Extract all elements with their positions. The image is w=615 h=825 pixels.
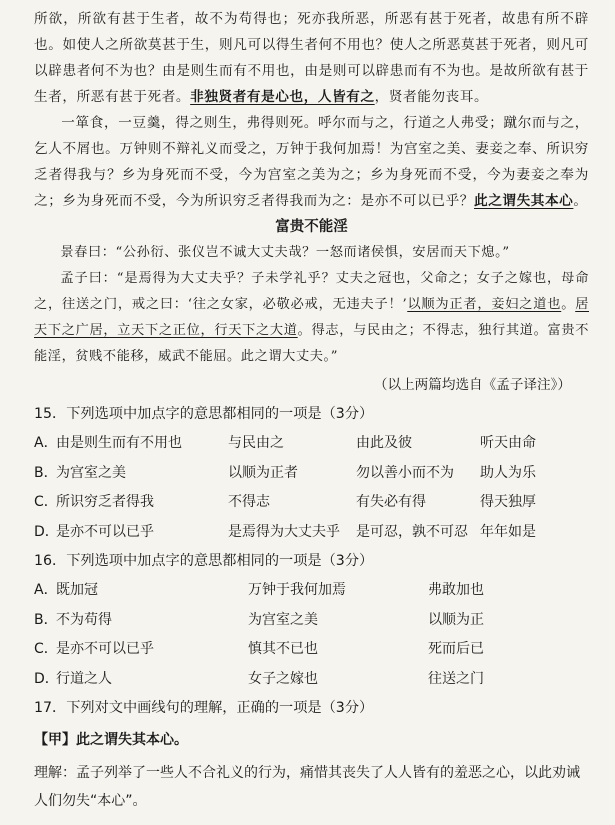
- option-item: 有失必有得: [356, 494, 426, 510]
- option-label: B．: [34, 464, 58, 481]
- option-label: D．: [34, 670, 59, 687]
- option-item: 是焉得为大丈夫乎: [228, 523, 340, 540]
- option-item: 与民由之: [228, 435, 284, 451]
- option-item: 以顺为正: [428, 611, 484, 628]
- passage2-paragraph1: 景春曰：“公孙衍、张仪岂不诚大丈夫哉？一怒而诸侯惧，安居而天下熄。”: [60, 245, 510, 260]
- option-item: 得天独厚: [480, 494, 536, 510]
- option-item: 行道之人: [56, 670, 112, 687]
- question-17-explanation: 理解：孟子列举了一些人不合礼义的行为，痛惜其丧失了人人皆有的羞恶之心，以此劝诫人们勿失“本心”。: [34, 765, 580, 809]
- option-item: 为宫室之美: [248, 611, 318, 628]
- option-item: 以顺为正者: [228, 464, 298, 481]
- option-label: C．: [34, 641, 58, 657]
- option-item: 女子之嫁也: [248, 670, 318, 687]
- option-item: 是可忍，孰不可忍: [356, 523, 468, 540]
- q16-option-d[interactable]: [34, 665, 589, 695]
- option-item: 不得志: [228, 494, 270, 510]
- option-label: C．: [34, 494, 58, 510]
- option-item: 弗敢加也: [428, 582, 484, 598]
- underlined-sentence: 此之谓失其本心: [474, 193, 574, 209]
- option-item: 是亦不可以已乎: [56, 641, 154, 657]
- question-16-stem: 16．下列选项中加点字的意思都相同的一项是（3分）: [34, 553, 374, 569]
- option-label: D．: [34, 523, 59, 540]
- option-item: 不为苟得: [56, 611, 112, 628]
- q15-option-d[interactable]: [34, 518, 589, 548]
- question-17-quote-jia: 【甲】此之谓失其本心。: [34, 732, 188, 748]
- q15-option-c[interactable]: [34, 488, 589, 518]
- option-item: 勿以善小而不为: [356, 464, 454, 481]
- option-item: 慎其不已也: [248, 641, 318, 657]
- option-label: A．: [34, 435, 58, 451]
- option-item: 所识穷乏者得我: [56, 494, 154, 510]
- q15-option-a[interactable]: [34, 429, 589, 459]
- text-run: 。得志，与民由之；不得志，独行其道。富贵不能淫，贫贱不能移，威武不能屈。此之谓大丈夫。”: [34, 323, 589, 364]
- underlined-sentence: 以顺为正者，妾妇之道也: [407, 297, 562, 312]
- q15-option-b[interactable]: [34, 459, 589, 489]
- option-item: 往送之门: [428, 670, 484, 687]
- option-item: 既加冠: [56, 582, 98, 598]
- option-label: B．: [34, 611, 58, 628]
- underlined-sentence: 居天下之广居，立天下之正位，行天下之大道: [34, 297, 589, 338]
- option-item: 年年如是: [480, 523, 536, 540]
- option-item: 为宫室之美: [56, 464, 126, 481]
- passage1-paragraph2: [34, 110, 589, 214]
- text-run: 。: [561, 297, 576, 312]
- option-item: 听天由命: [480, 435, 536, 451]
- question-17-stem: 17．下列对文中画线句的理解，正确的一项是（3分）: [34, 700, 374, 716]
- source-note: （以上两篇均选自《孟子译注》）: [373, 377, 571, 393]
- q16-option-a[interactable]: [34, 576, 589, 606]
- option-item: 是亦不可以已乎: [56, 523, 154, 540]
- text-run: 。: [573, 193, 588, 209]
- question-15-stem: 15．下列选项中加点字的意思都相同的一项是（3分）: [34, 406, 374, 422]
- text-run: ，贤者能勿丧耳。: [374, 89, 489, 105]
- question-15-options: [34, 429, 589, 547]
- underlined-sentence: 非独贤者有是心也，人皆有之: [190, 89, 375, 105]
- text-run: 一箪食，一豆羹，得之则生，弗得则死。呼尔而与之，行道之人弗受；蹴尔而与之，乞人不屑也。万钟则不辩礼义而受之，万钟于我何加焉！为宫室之美、妻妾之奉、所识穷乏者得我与？乡为身死而不受，今为宫室之美为之；乡为身死而不受，今为妻妾之奉为之；乡为身死而不受，今为所识穷乏者得我而为之：是亦不可以已乎？: [34, 115, 589, 209]
- text-run: 孟子曰：“是焉得为大丈夫乎？子未学礼乎？丈夫之冠也，父命之；女子之嫁也，母命之，往送之门，戒之曰：‘往之女家，必敬必戒，无违夫子！’: [34, 271, 589, 312]
- text-run: 所欲，所欲有甚于生者，故不为苟得也；死亦我所恶，所恶有甚于死者，故患有所不辟也。如使人之所欲莫甚于生，则凡可以得生者何不用也？使人之所恶莫甚于死者，则凡可以辟患者何不为也？由是则生而有不用也，由是则可以辟患而有不为也。是故所欲有甚于生者，所恶有甚于死者。: [34, 11, 589, 105]
- passage2-title: 富贵不能淫: [275, 218, 348, 235]
- option-item: 由此及彼: [356, 435, 412, 451]
- option-item: 万钟于我何加焉: [248, 582, 346, 598]
- option-item: 助人为乐: [480, 464, 536, 481]
- question-16-options: [34, 576, 589, 694]
- option-label: A．: [34, 582, 58, 598]
- q16-option-c[interactable]: [34, 635, 589, 665]
- passage2-paragraph2: [34, 266, 589, 370]
- option-item: 由是则生而有不用也: [56, 435, 182, 451]
- q16-option-b[interactable]: [34, 606, 589, 636]
- passage1-paragraph1: [34, 6, 589, 110]
- option-item: 死而后已: [428, 641, 484, 657]
